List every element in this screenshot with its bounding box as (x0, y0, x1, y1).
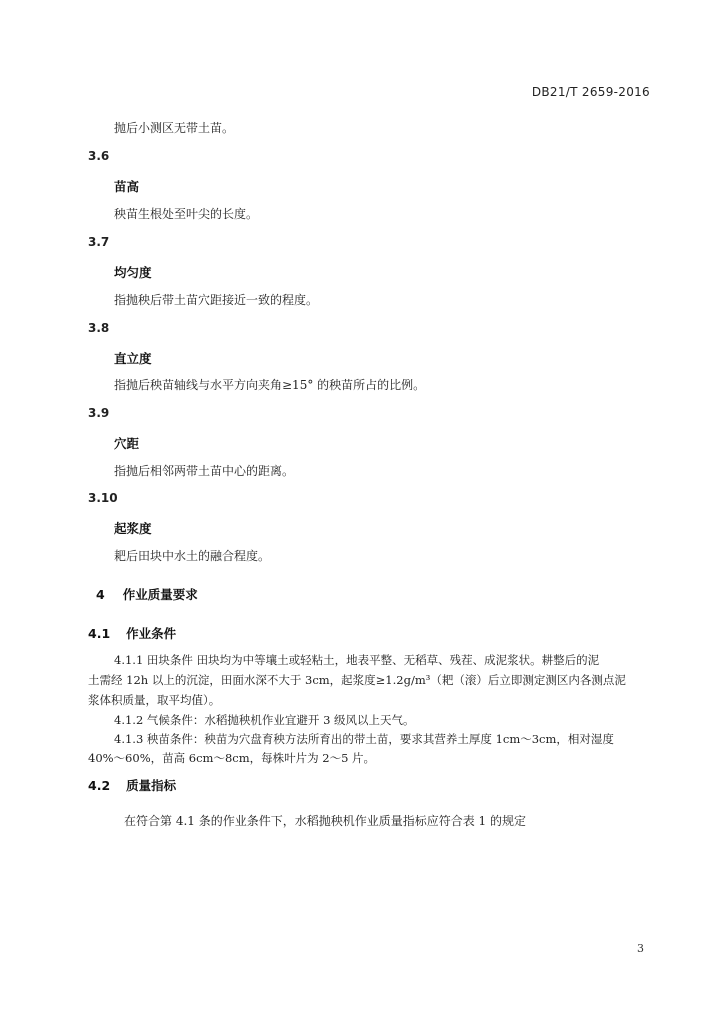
definition-text: 指抛后相邻两带土苗中心的距离。 (114, 464, 295, 478)
definition-term: 均匀度 (114, 265, 152, 280)
paragraph-line: 浆体积质量，取平均值）。 (88, 693, 221, 707)
paragraph-line: 土需经 12h 以上的沉淀，田面水深不大于 3cm，起浆度≥1.2g/m³（耙（滚）后立即测定测区内各测点泥 (88, 673, 626, 687)
paragraph-line: 4.1.3 秧苗条件：秧苗为穴盘育秧方法所育出的带土苗，要求其营养土厚度 1cm～3cm，相对湿度 (114, 732, 614, 746)
section-title: 作业质量要求 (122, 587, 198, 602)
definition-number: 3.9 (88, 406, 110, 420)
definition-term: 直立度 (114, 351, 152, 366)
subsection-number: 4.2 (88, 778, 111, 793)
definition-text: 秧苗生根处至叶尖的长度。 (114, 207, 259, 221)
subsection-heading (88, 624, 176, 642)
paragraph-line: 在符合第 4.1 条的作业条件下，水稻抛秧机作业质量指标应符合表 1 的规定 (124, 814, 526, 828)
paragraph-line: 40%～60%，苗高 6cm～8cm，每株叶片为 2～5 片。 (88, 751, 376, 765)
subsection-title: 作业条件 (126, 626, 177, 641)
document-code-header: DB21/T 2659-2016 (531, 85, 650, 99)
paragraph-line: 4.1.2 气候条件：水稻抛秧机作业宜避开 3 级风以上天气。 (114, 713, 415, 727)
subsection-heading (88, 776, 176, 794)
definition-term: 起浆度 (114, 521, 152, 536)
section-number: 4 (96, 587, 105, 602)
subsection-number: 4.1 (88, 626, 111, 641)
definition-number: 3.6 (88, 149, 110, 163)
section-heading (96, 585, 198, 603)
definition-text: 耙后田块中水土的融合程度。 (114, 549, 271, 563)
definition-term: 苗高 (114, 179, 140, 194)
page-number: 3 (637, 942, 644, 955)
paragraph-line: 4.1.1 田块条件 田块均为中等壤土或轻粘土，地表平整、无稻草、残茬、成泥浆状。耕整后的泥 (114, 653, 600, 667)
continuation-text: 抛后小测区无带土苗。 (114, 121, 235, 135)
definition-text: 指抛秧后带土苗穴距接近一致的程度。 (114, 293, 319, 307)
definition-term: 穴距 (114, 436, 140, 451)
definition-number: 3.7 (88, 235, 110, 249)
subsection-title: 质量指标 (126, 778, 177, 793)
definition-number: 3.10 (88, 491, 118, 505)
definition-number: 3.8 (88, 321, 110, 335)
definition-text: 指抛后秧苗轴线与水平方向夹角≥15° 的秧苗所占的比例。 (114, 378, 426, 392)
